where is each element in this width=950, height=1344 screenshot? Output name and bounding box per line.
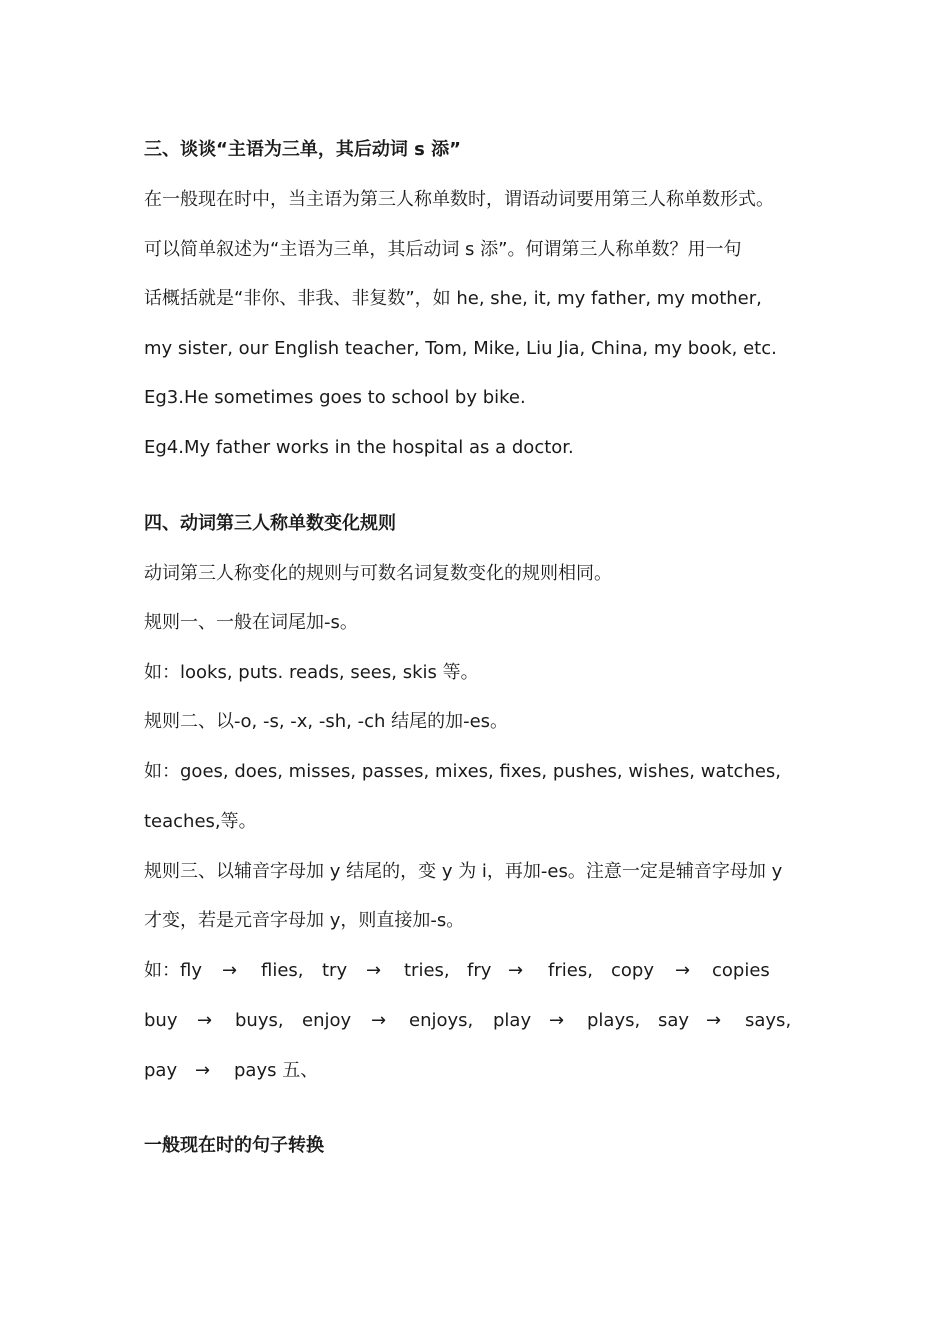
rule-line: 规则一、一般在词尾加-s。 xyxy=(144,612,358,633)
example-word: copy xyxy=(611,960,654,981)
example-word: copies xyxy=(712,960,770,981)
section-3-heading: 三、谈谈“主语为三单，其后动词 s 添” xyxy=(144,139,461,160)
example-word: tries, xyxy=(404,960,450,981)
rule-line: 规则三、以辅音字母加 y 结尾的，变 y 为 i，再加-es。注意一定是辅音字母加 y xyxy=(144,861,783,882)
paragraph-line: my sister, our English teacher, Tom, Mike, Liu Jia, China, my book, etc. xyxy=(144,338,777,359)
rule-line: 才变，若是元音字母加 y，则直接加-s。 xyxy=(144,910,465,931)
arrow-icon: → xyxy=(508,960,524,981)
example-word: says, xyxy=(745,1010,792,1031)
arrow-icon: → xyxy=(675,960,691,981)
rule-example: teaches,等。 xyxy=(144,811,257,832)
example-word: enjoy xyxy=(302,1010,352,1031)
arrow-icon: → xyxy=(549,1010,565,1031)
example-word: say xyxy=(658,1010,690,1031)
section-4-heading: 四、动词第三人称单数变化规则 xyxy=(144,513,396,534)
section-5-heading: 一般现在时的句子转换 xyxy=(144,1135,324,1156)
example-word: pay xyxy=(144,1060,178,1081)
paragraph-line: 话概括就是“非你、非我、非复数”，如 he, she, it, my father, my mother, xyxy=(144,288,762,309)
rule-example: 如：goes, does, misses, passes, mixes, fixes, pushes, wishes, watches, xyxy=(144,761,782,782)
arrow-icon: → xyxy=(706,1010,722,1031)
arrow-icon: → xyxy=(222,960,238,981)
paragraph-line: 动词第三人称变化的规则与可数名词复数变化的规则相同。 xyxy=(144,563,612,584)
arrow-icon: → xyxy=(197,1010,213,1031)
example-word: buy xyxy=(144,1010,178,1031)
paragraph-line: 可以简单叙述为“主语为三单，其后动词 s 添”。何谓第三人称单数？用一句 xyxy=(144,239,742,260)
paragraph-line: 在一般现在时中，当主语为第三人称单数时，谓语动词要用第三人称单数形式。 xyxy=(144,189,774,210)
example-word: 如：fly xyxy=(144,960,202,981)
example-sentence: Eg3.He sometimes goes to school by bike. xyxy=(144,387,526,408)
example-word: pays 五、 xyxy=(234,1060,319,1081)
example-word: try xyxy=(322,960,348,981)
arrow-icon: → xyxy=(371,1010,387,1031)
example-word: fries, xyxy=(548,960,593,981)
rule-line: 规则二、以-o, -s, -x, -sh, -ch 结尾的加-es。 xyxy=(144,711,509,732)
example-word: flies, xyxy=(261,960,304,981)
rule-example: 如：looks, puts. reads, sees, skis 等。 xyxy=(144,662,479,683)
arrow-icon: → xyxy=(366,960,382,981)
example-word: play xyxy=(493,1010,532,1031)
example-word: enjoys, xyxy=(409,1010,474,1031)
arrow-icon: → xyxy=(195,1060,211,1081)
example-word: plays, xyxy=(587,1010,641,1031)
example-word: buys, xyxy=(235,1010,284,1031)
example-sentence: Eg4.My father works in the hospital as a doctor. xyxy=(144,437,574,458)
example-word: fry xyxy=(467,960,492,981)
